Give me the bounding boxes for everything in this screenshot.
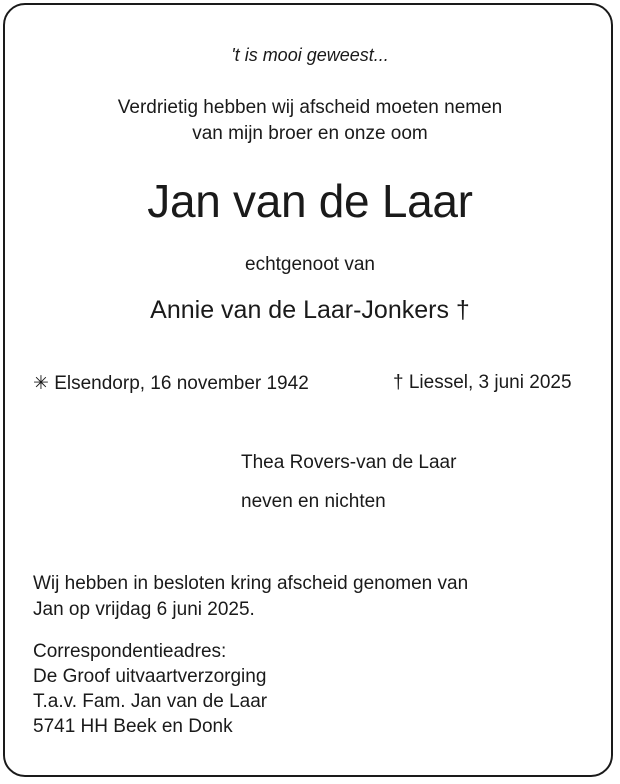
closing-text [33, 571, 468, 623]
closing-line-2: Jan op vrijdag 6 juni 2025. [33, 599, 255, 620]
spouse-name: Annie van de Laar-Jonkers † [150, 296, 470, 324]
closing-line-1: Wij hebben in besloten kring afscheid genomen van [33, 573, 469, 594]
address-line-1: De Groof uitvaartverzorging [33, 666, 267, 687]
motto: 't is mooi geweest... [231, 45, 389, 65]
birth-info: ✳ Elsendorp, 16 november 1942 [33, 373, 309, 394]
relative-2: neven en nichten [241, 491, 386, 512]
address-heading: Correspondentieadres: [33, 641, 227, 662]
address-line-3: 5741 HH Beek en Donk [33, 716, 233, 737]
intro-text [0, 95, 620, 147]
correspondence-address [33, 639, 267, 739]
address-line-2: T.a.v. Fam. Jan van de Laar [33, 691, 268, 712]
death-info: † Liessel, 3 juni 2025 [393, 372, 572, 393]
relative-1: Thea Rovers-van de Laar [241, 452, 457, 473]
intro-line-2: van mijn broer en onze oom [192, 123, 428, 144]
intro-line-1: Verdrietig hebben wij afscheid moeten nemen [117, 97, 503, 118]
spouse-label: echtgenoot van [245, 254, 375, 275]
deceased-name: Jan van de Laar [147, 175, 473, 227]
